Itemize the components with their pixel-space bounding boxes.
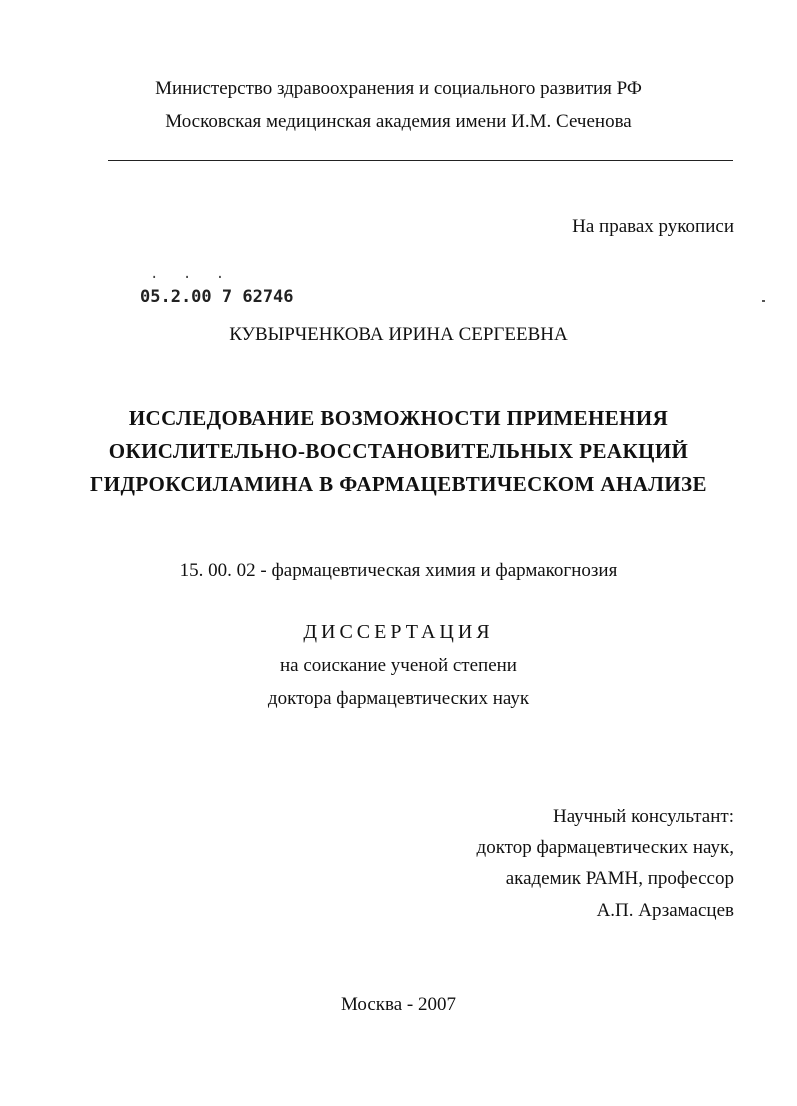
author-name: КУВЫРЧЕНКОВА ИРИНА СЕРГЕЕВНА xyxy=(229,324,568,345)
document-type: ДИССЕРТАЦИЯ xyxy=(303,621,494,643)
academy-name: Московская медицинская академия имени И.М. Сеченова xyxy=(165,111,632,132)
consultant-label: Научный консультант: xyxy=(552,806,734,827)
consultant-name: А.П. Арзамасцев xyxy=(596,900,734,921)
consultant-degree: доктор фармацевтических наук, xyxy=(476,837,734,858)
header-divider xyxy=(108,160,733,161)
degree-line-2: доктора фармацевтических наук xyxy=(267,688,530,709)
specialty: 15. 00. 02 - фармацевтическая химия и фармакогнозия xyxy=(179,560,618,581)
archive-code-marks: · · · xyxy=(150,270,233,286)
consultant-title: академик РАМН, профессор xyxy=(505,868,734,889)
place-year: Москва - 2007 xyxy=(340,994,457,1015)
scan-speck xyxy=(762,300,765,302)
manuscript-rights: На правах рукописи xyxy=(572,216,734,237)
ministry-name: Министерство здравоохранения и социального развития РФ xyxy=(155,78,642,99)
archive-code: 05.2.00 7 62746 xyxy=(140,287,294,307)
title-line-3: ГИДРОКСИЛАМИНА В ФАРМАЦЕВТИЧЕСКОМ АНАЛИЗЕ xyxy=(90,472,707,496)
title-line-2: ОКИСЛИТЕЛЬНО-ВОССТАНОВИТЕЛЬНЫХ РЕАКЦИЙ xyxy=(108,439,689,463)
title-line-1: ИССЛЕДОВАНИЕ ВОЗМОЖНОСТИ ПРИМЕНЕНИЯ xyxy=(128,406,669,430)
degree-line-1: на соискание ученой степени xyxy=(280,655,517,676)
